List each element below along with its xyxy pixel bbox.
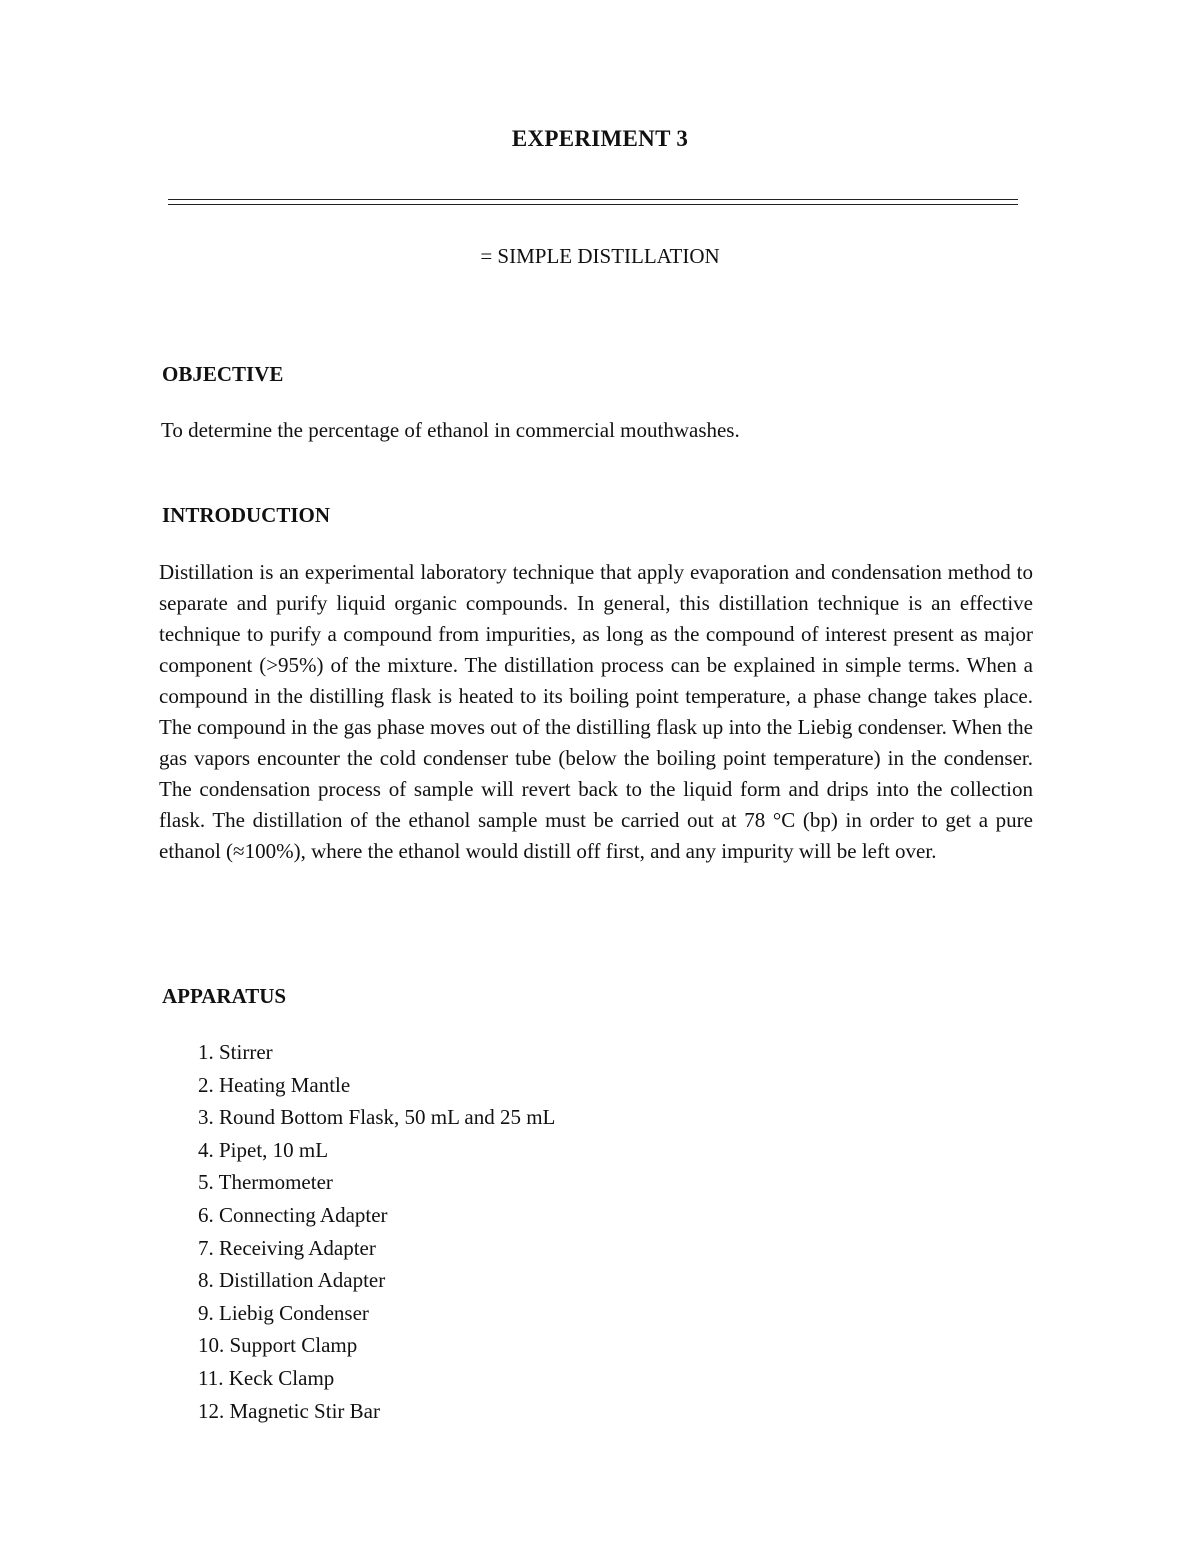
objective-heading: OBJECTIVE bbox=[162, 362, 284, 386]
apparatus-list bbox=[198, 1036, 555, 1427]
list-item: 12. Magnetic Stir Bar bbox=[198, 1398, 380, 1423]
document-subtitle: = SIMPLE DISTILLATION bbox=[480, 244, 720, 268]
list-item: 1. Stirrer bbox=[198, 1040, 273, 1064]
list-item: 10. Support Clamp bbox=[198, 1333, 358, 1358]
apparatus-heading: APPARATUS bbox=[162, 984, 287, 1008]
list-item: 7. Receiving Adapter bbox=[198, 1235, 376, 1260]
list-item: 6. Connecting Adapter bbox=[198, 1202, 388, 1227]
list-item: 11. Keck Clamp bbox=[198, 1365, 335, 1390]
introduction-heading: INTRODUCTION bbox=[162, 503, 331, 527]
objective-text: To determine the percentage of ethanol in commercial mouthwashes. bbox=[161, 418, 740, 442]
title-double-rule bbox=[168, 199, 1018, 205]
list-item: 9. Liebig Condenser bbox=[198, 1300, 369, 1325]
list-item: 8. Distillation Adapter bbox=[198, 1268, 386, 1293]
introduction-text: Distillation is an experimental laboratory technique that apply evaporation and condensation method to separate and purify liquid organic compounds. In general, this distillation technique is an effective technique to purify a compound from impurities, as long as the compound of interest present as major component (>95%) of the mixture. The distillation process can be explained in simple terms. When a compound in the distilling flask is heated to its boiling point temperature, a phase change takes place. The compound in the gas phase moves out of the distilling flask up into the Liebig condenser. When the gas vapors encounter the cold condenser tube (below the boiling point temperature) in the condenser. The condensation process of sample will revert back to the liquid form and drips into the collection flask. The distillation of the ethanol sample must be carried out at 78 °C (bp) in order to get a pure ethanol (≈100%), where the ethanol would distill off first, and any impurity will be left over. bbox=[159, 560, 1033, 863]
list-item: 3. Round Bottom Flask, 50 mL and 25 mL bbox=[198, 1105, 556, 1130]
list-item: 2. Heating Mantle bbox=[198, 1072, 351, 1097]
list-item: 4. Pipet, 10 mL bbox=[198, 1137, 329, 1162]
list-item: 5. Thermometer bbox=[198, 1170, 333, 1195]
document-title: EXPERIMENT 3 bbox=[511, 126, 689, 151]
